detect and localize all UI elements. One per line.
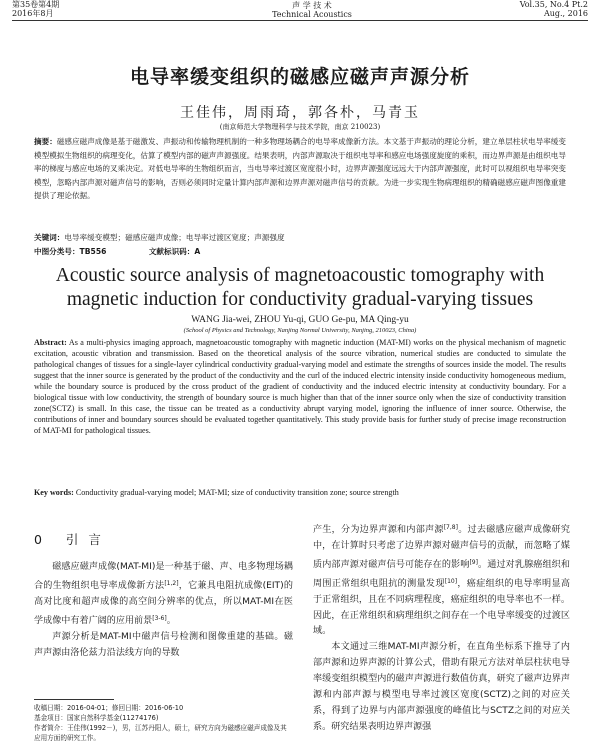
volume-issue: 第35卷第4期 [12,0,60,9]
intro-p1-text: 磁感应磁声成像(MAT-MI)是一种基于磁、声、电多物理场耦合的生物组织电导率成像新方法 [34,562,293,591]
abstract-label-en: Abstract: [34,338,67,347]
footnote-fund: 基金项目：国家自然科学基金(11274176) [34,714,159,722]
abstract-text-en: As a multi-physics imaging approach, magnetoacoustic tomography with magnetic induction (MAT-MI) works on the physical mechanism of magnetic excitation, acoustic vibration and transmission. Based on the theoretical analysis of the source vibration, numerical studies are conducted to simulate the pathological changes of tissues for a single-layer cylindrical conductivity gradual-varying model and estimate the strengths of sources inside the model. The results suggest that the inner source is generated by the product of the conductivity and the curl of the induced electric intensity inside conductivity homogeneous medium, while the boundary source is produced by the cross product of the gradient of conductivity and the induced electric intensity at conductivity boundary. For a biological tissue with low conductivity, the strength of boundary source is much higher than that of the inner source only when the size of conductivity transition zone(SCTZ) is small. In this case, the tissue can be treated as a conductivity abrupt varying model, ignoring the influence of inner source. Otherwise, the contributions of inner and boundary sources should be evaluated together quantitatively. This study provide basis for further study of precise image reconstruction of MAT-MI for pathological tissues. [34,338,566,435]
paper-title-en-line1: Acoustic source analysis of magnetoacoustic tomography with [55,265,545,286]
intro-paragraph-1 [34,560,293,630]
journal-volume-info-en [520,0,588,18]
affiliation-cn: (南京师范大学物理科学与技术学院，南京 210023) [219,123,381,131]
abstract-label-cn: 摘要： [34,137,57,146]
affiliation-en: (School of Physics and Technology, Nanjing Normal University, Nanjing, 210023, China) [183,327,417,334]
abstract-cn [34,135,566,203]
body-column-right [313,520,570,736]
footnote-author-info: 作者简介：王佳伟(1992－)，男，江苏丹阳人，硕士，研究方向为磁感应磁声成像及其应用方面的研究工作。 [34,724,287,742]
citation: [10] [444,577,458,585]
intro-paragraph-2: 声源分析是MAT-MI中磁声信号检测和图像重建的基础。磁声声源由洛伦兹力沿法线方向的导数 [34,631,293,658]
running-head [12,0,588,21]
right-p1-text-cont2: 。通过对乳腺癌组织和周围正常组织电阻抗的测量发现 [313,559,570,589]
intro-p1-text-cont: ，它兼具电阻抗成像(EIT)的高对比度和超声成像的高空间分辨率的优点，所以MAT-MI在医学成像中有着广阔的应用前景 [34,580,293,626]
citation: [7,8] [443,524,458,531]
right-paragraph-2: 本文通过三维MAT-MI声源分析，在直角坐标系下推导了内部声源和边界声源的计算公式，借助有限元方法对单层柱状电导率缓变组织模型内的磁声声源进行数值仿真，研究了磁声边界声源和内部声源与模型电导率过渡区宽度(SCTZ)之间的对应关系，得到了边界与内部声源强度的峰值比与SCTZ之间的对应关系。研究结果表明边界声源强 [313,642,570,732]
paper-title-en-line2: magnetic induction for conductivity gradual-varying tissues [66,289,534,310]
keywords-en [34,488,566,497]
footnotes [34,703,293,743]
right-paragraph-1 [313,520,570,640]
issue-date-en: Aug., 2016 [543,9,588,18]
journal-name [252,1,372,19]
right-p1-text-cont: 。过去磁感应磁声成像研究中，在计算时只考虑了边界声源对磁声信号的贡献，而忽略了媒质内部声源对磁声信号可能存在的影响 [313,525,570,570]
clc-number: 中图分类号：TB556 [34,247,107,256]
abstract-text-cn: 磁感应磁声成像是基于磁激发、声振动和传输物理机制的一种多物理场耦合的电导率成像新方法。本文基于声振动的理论分析，建立单层柱状电导率缓变模型模拟生物组织的病理变化，估算了模型内部的磁声声源强度。结果表明，内部声源取决于组织电导率和感应电场强度旋度的乘积，而边界声源是由组织电导率的梯度与感应电场的叉乘决定。对低电导率的生物组织而言，当电导率过渡区宽度很小时，边界声源强度远远大于内部声源强度，此时可以视组织电导率突变模型，忽略内部声源对磁声信号的影响，否则必须同时定量计算内部声源和边界声源对磁声信号的贡献。为进一步实现生物病理组织的精确磁感应磁声图像重建提供了理论依据。 [34,137,567,201]
right-p1-end: ，癌症组织的电导率明显高于正常组织，且在不同病理程度，癌症组织的电导率也不一样。因此，在正常组织和病理组织之间存在一个电导率缓变的过渡区域。 [313,578,570,637]
authors-cn: 王佳伟，周雨琦，郭各朴，马青玉 [180,105,420,121]
citation: [3-6] [152,614,167,622]
footnote-divider [34,699,114,700]
authors-en: WANG Jia-wei, ZHOU Yu-qi, GUO Ge-pu, MA Qing-yu [191,315,409,325]
citation: [1,2] [164,579,179,587]
section-heading: 0 引言 [34,532,111,547]
intro-p1-end: 。 [166,615,176,626]
paper-title-en [0,264,600,312]
paper-title-cn: 电导率缓变组织的磁感应磁声声源分析 [129,66,470,88]
document-code: 文献标识码：A [148,247,201,256]
body-column-left [34,530,293,661]
issue-date: 2016年8月 [12,9,54,18]
classification-line [34,246,566,257]
right-p1-text: 产生，分为边界声源和内部声源 [313,525,444,535]
footnote-received: 收稿日期：2016-04-01；修回日期：2016-06-10 [34,704,184,712]
journal-name-en: Technical Acoustics [272,10,352,19]
keywords-label-cn: 关键词： [34,233,65,242]
keywords-label-en: Key words: [34,488,74,497]
volume-issue-en: Vol.35, No.4 Pt.2 [519,0,588,9]
journal-volume-info [12,0,59,18]
keywords-text-cn: 电导率缓变模型；磁感应磁声成像；电导率过渡区宽度；声源强度 [64,233,285,242]
keywords-cn [34,232,566,243]
journal-name-cn: 声 学 技 术 [292,1,332,10]
keywords-text-en: Conductivity gradual-varying model; MAT-MI; size of conductivity transition zone; source strength [75,488,399,497]
abstract-en [34,337,566,436]
citation: [9] [469,558,478,566]
